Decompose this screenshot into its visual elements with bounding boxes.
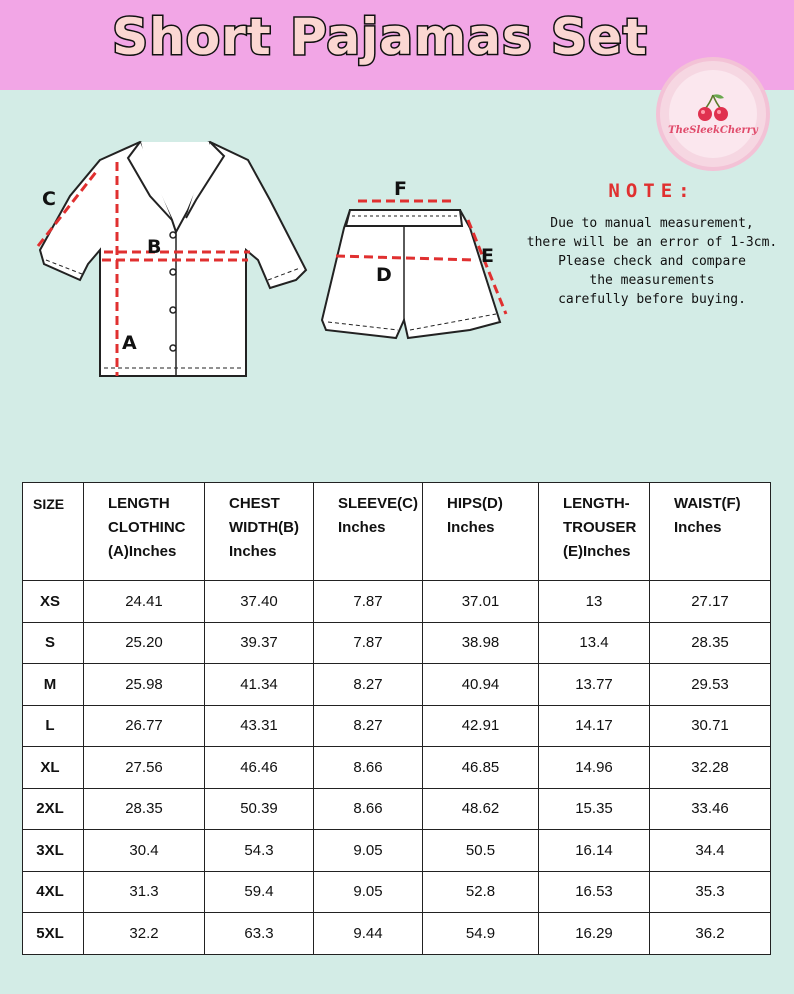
column-header-line: HIPS(D) — [447, 495, 503, 512]
brand-logo — [656, 57, 770, 171]
measurement-cell: 36.2 — [650, 913, 771, 955]
measurement-cell: 59.4 — [205, 871, 314, 913]
measurement-cell: 50.5 — [423, 830, 539, 872]
measurement-cell: 37.40 — [205, 581, 314, 623]
size-cell: L — [23, 705, 84, 747]
measurement-cell: 27.56 — [84, 747, 205, 789]
measurement-cell: 8.27 — [314, 664, 423, 706]
measurement-cell: 15.35 — [539, 788, 650, 830]
measurement-cell: 39.37 — [205, 622, 314, 664]
measurement-cell: 14.17 — [539, 705, 650, 747]
note-line: carefully before buying. — [558, 292, 746, 307]
table-row — [23, 581, 771, 623]
column-header-line: WIDTH(B) — [229, 519, 299, 536]
measurement-diagram — [0, 100, 540, 390]
label-d: D — [376, 264, 392, 286]
size-cell: S — [23, 622, 84, 664]
note-line: the measurements — [589, 273, 715, 288]
note-title: NOTE: — [608, 180, 696, 202]
measurement-cell: 52.8 — [423, 871, 539, 913]
size-cell: M — [23, 664, 84, 706]
column-header-line: Inches — [338, 519, 386, 536]
column-header-size — [23, 483, 84, 581]
measurement-cell: 27.17 — [650, 581, 771, 623]
measurement-cell: 16.53 — [539, 871, 650, 913]
size-cell: 5XL — [23, 913, 84, 955]
column-header-line: SIZE — [33, 496, 65, 512]
shorts-drawing — [322, 201, 506, 338]
measurement-cell: 54.3 — [205, 830, 314, 872]
measurement-cell: 8.27 — [314, 705, 423, 747]
size-chart-table — [22, 482, 771, 955]
note-block — [512, 180, 792, 309]
measurement-cell: 8.66 — [314, 747, 423, 789]
measurement-cell: 9.05 — [314, 871, 423, 913]
measurement-cell: 30.4 — [84, 830, 205, 872]
column-header — [314, 483, 423, 581]
measurement-cell: 25.20 — [84, 622, 205, 664]
column-header-line: CLOTHINC — [108, 519, 186, 536]
label-b: B — [147, 236, 162, 258]
measurement-cell: 16.29 — [539, 913, 650, 955]
measurement-cell: 32.28 — [650, 747, 771, 789]
column-header-line: (A)Inches — [108, 543, 177, 560]
measurement-cell: 34.4 — [650, 830, 771, 872]
size-cell: 3XL — [23, 830, 84, 872]
measurement-cell: 25.98 — [84, 664, 205, 706]
shirt-drawing — [38, 142, 306, 376]
measurement-cell: 7.87 — [314, 622, 423, 664]
column-header-line: (E)Inches — [563, 543, 631, 560]
measurement-cell: 33.46 — [650, 788, 771, 830]
column-header — [84, 483, 205, 581]
column-header-line: Inches — [674, 519, 722, 536]
measurement-cell: 32.2 — [84, 913, 205, 955]
measurement-cell: 50.39 — [205, 788, 314, 830]
measurement-cell: 30.71 — [650, 705, 771, 747]
measurement-cell: 46.85 — [423, 747, 539, 789]
label-f: F — [394, 178, 407, 200]
column-header — [423, 483, 539, 581]
measurement-cell: 28.35 — [650, 622, 771, 664]
measurement-cell: 35.3 — [650, 871, 771, 913]
measurement-cell: 7.87 — [314, 581, 423, 623]
column-header-line: LENGTH- — [563, 495, 630, 512]
measurement-cell: 13.4 — [539, 622, 650, 664]
note-line: Due to manual measurement, — [550, 216, 754, 231]
measurement-cell: 38.98 — [423, 622, 539, 664]
measurement-cell: 9.44 — [314, 913, 423, 955]
measurement-cell: 42.91 — [423, 705, 539, 747]
page-title: Short Pajamas Set — [112, 8, 648, 66]
brand-logo-inner — [669, 70, 757, 158]
measurement-cell: 54.9 — [423, 913, 539, 955]
size-cell: XL — [23, 747, 84, 789]
column-header-line: WAIST(F) — [674, 495, 741, 512]
table-row — [23, 830, 771, 872]
table-row — [23, 622, 771, 664]
column-header-line: CHEST — [229, 495, 280, 512]
label-c: C — [42, 188, 56, 210]
measurement-cell: 37.01 — [423, 581, 539, 623]
measurement-cell: 26.77 — [84, 705, 205, 747]
size-cell: 4XL — [23, 871, 84, 913]
column-header-line: TROUSER — [563, 519, 637, 536]
table-row — [23, 705, 771, 747]
column-header — [205, 483, 314, 581]
column-header — [650, 483, 771, 581]
measurement-cell: 48.62 — [423, 788, 539, 830]
column-header-line: SLEEVE(C) — [338, 495, 419, 512]
column-header-line: Inches — [447, 519, 495, 536]
measurement-cell: 14.96 — [539, 747, 650, 789]
column-header-line: Inches — [229, 543, 277, 560]
label-a: A — [122, 332, 137, 354]
cherry-icon — [696, 93, 730, 123]
measurement-cell: 13 — [539, 581, 650, 623]
measurement-cell: 43.31 — [205, 705, 314, 747]
table-row — [23, 871, 771, 913]
measurement-cell: 29.53 — [650, 664, 771, 706]
measurement-cell: 28.35 — [84, 788, 205, 830]
measurement-cell: 31.3 — [84, 871, 205, 913]
measurement-cell: 16.14 — [539, 830, 650, 872]
column-header — [539, 483, 650, 581]
table-row — [23, 747, 771, 789]
measurement-cell: 63.3 — [205, 913, 314, 955]
table-row — [23, 664, 771, 706]
measurement-cell: 41.34 — [205, 664, 314, 706]
column-header-line: LENGTH — [108, 495, 170, 512]
size-cell: 2XL — [23, 788, 84, 830]
measurement-cell: 46.46 — [205, 747, 314, 789]
table-row — [23, 913, 771, 955]
measurement-cell: 13.77 — [539, 664, 650, 706]
measurement-cell: 9.05 — [314, 830, 423, 872]
measurement-cell: 8.66 — [314, 788, 423, 830]
size-cell: XS — [23, 581, 84, 623]
table-header-row — [23, 483, 771, 581]
brand-logo-text: TheSleekCherry — [668, 124, 758, 136]
label-e: E — [481, 245, 494, 267]
note-line: there will be an error of 1-3cm. — [526, 235, 778, 250]
table-row — [23, 788, 771, 830]
table-body — [23, 581, 771, 955]
measurement-cell: 24.41 — [84, 581, 205, 623]
note-line: Please check and compare — [558, 254, 746, 269]
measurement-cell: 40.94 — [423, 664, 539, 706]
